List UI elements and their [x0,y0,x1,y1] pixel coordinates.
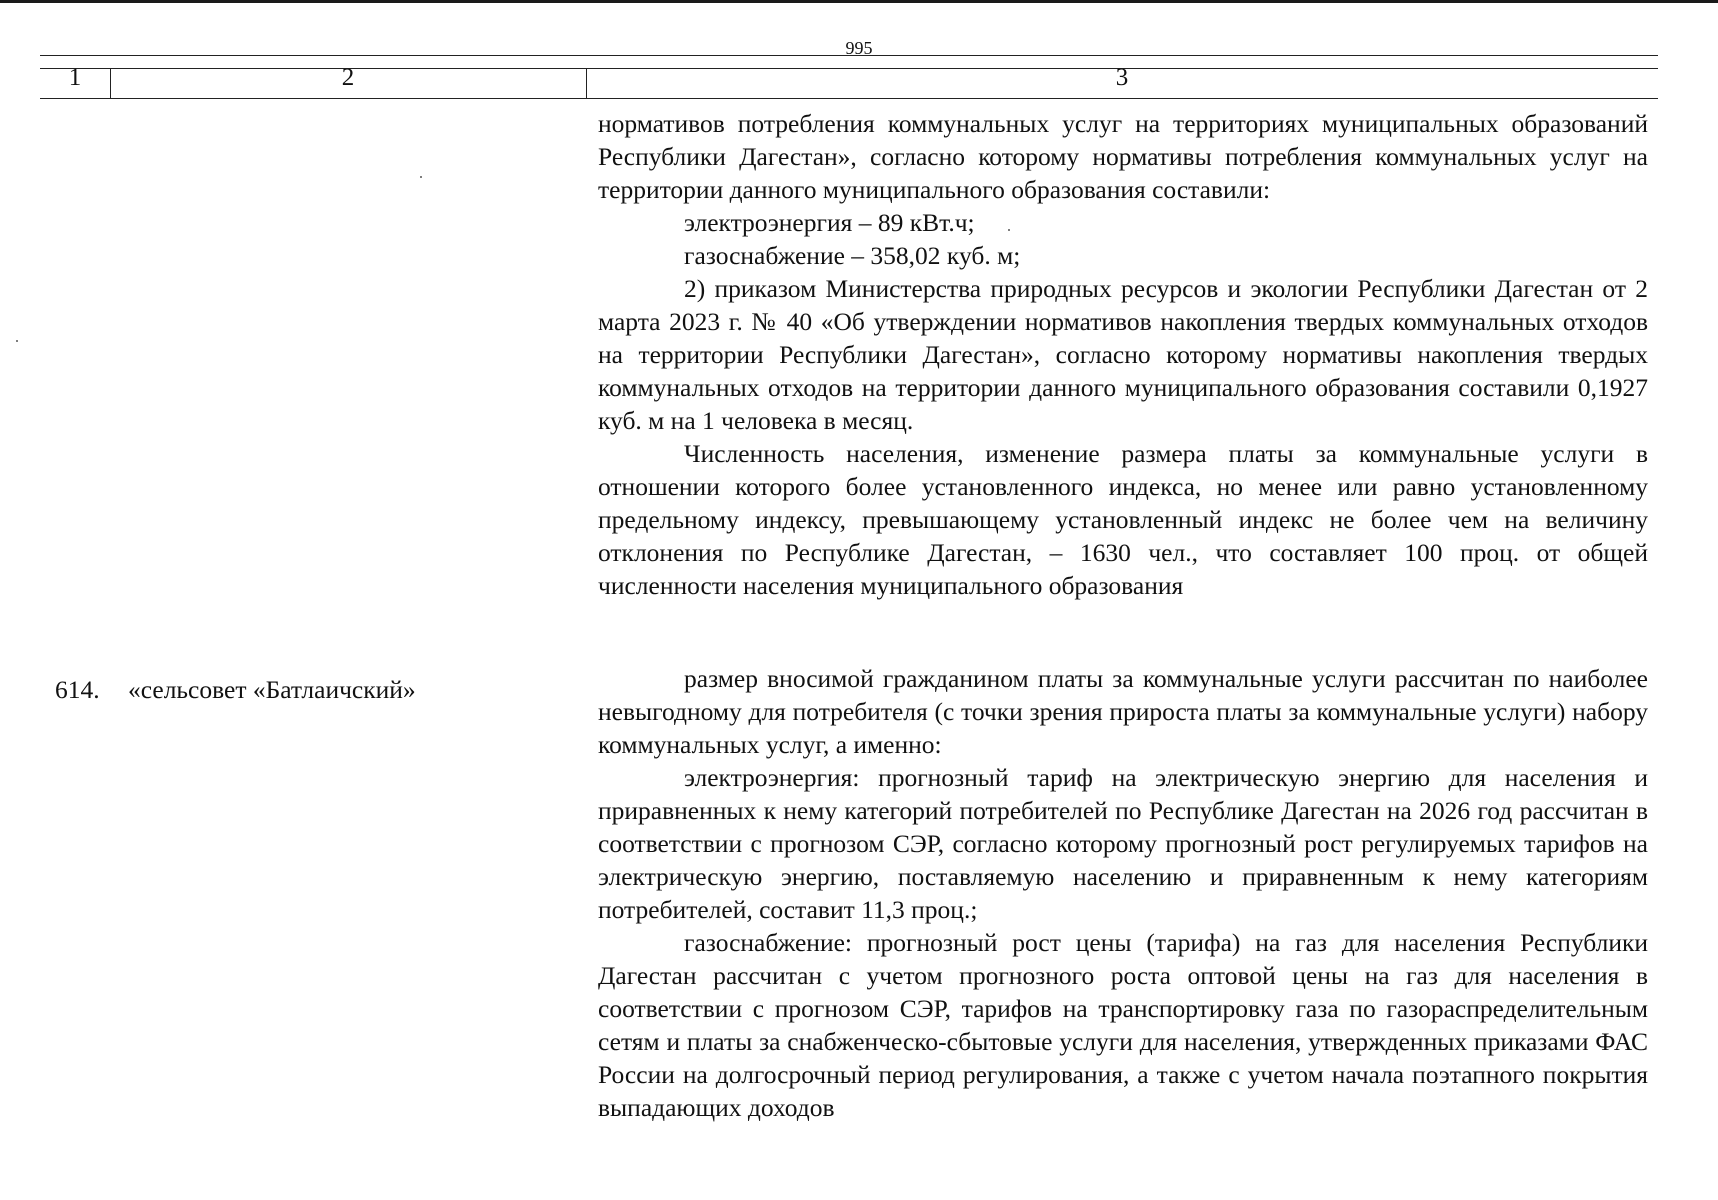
scan-speck [1008,229,1010,231]
scan-top-edge [0,0,1718,3]
row-614-municipality-name: «сельсовет «Батлаичский» [128,675,416,704]
column-number-3: 3 [1115,64,1129,91]
header-bottom-rule [40,98,1658,99]
header-top-rule [40,55,1658,56]
paragraph: Численность населения, изменение размера платы за коммунальные услуги в отношении которого более установленного индекса, но менее или равно установленному предельному индексу, превышающему установленный индекс не более чем на величину отклонения по Республике Дагестан, – 1630 чел., что составляет 100 проц. от общей численности населения муниципального образования [598,439,1648,600]
paragraph: электроэнергия: прогнозный тариф на электрическую энергию для населения и приравненных к нему категорий потребителей по Республике Дагестан на 2026 год рассчитан в соответствии с прогнозом СЭР, согласно которому прогнозный рост регулируемых тарифов на электрическую энергию, поставляемую населению и приравненным к нему категориям потребителей, составит 11,3 проц.; [598,763,1648,924]
paragraph: 2) приказом Министерства природных ресурсов и экологии Республики Дагестан от 2 марта 2023 г. № 40 «Об утверждении нормативов накопления твердых коммунальных отходов на территории Республики Дагестан», согласно которому нормативы накопления твердых коммунальных отходов на территории данного муниципального образования составили 0,1927 куб. м на 1 человека в месяц. [598,274,1648,435]
column-number-1: 1 [68,64,82,91]
paragraph: газоснабжение: прогнозный рост цены (тарифа) на газ для населения Республики Дагестан рассчитан с учетом прогнозного роста оптовой цены на газ для населения в соответствии с прогнозом СЭР, тарифов на транспортировку газа по газораспределительным сетям и платы за снабженческо-сбытовые услуги для населения, утвержденных приказами ФАС России на долгосрочный период регулирования, а также с учетом начала поэтапного покрытия выпадающих доходов [598,928,1648,1122]
scan-speck [420,176,422,178]
paragraph: электроэнергия – 89 кВт.ч; [684,208,975,237]
paragraph: размер вносимой гражданином платы за коммунальные услуги рассчитан по наиболее невыгодному для потребителя (с точки зрения прироста платы за коммунальные услуги) набору коммунальных услуг, а именно: [598,664,1648,759]
paragraph: газоснабжение – 358,02 куб. м; [684,241,1021,270]
page-number: 995 [845,38,873,58]
paragraph: нормативов потребления коммунальных услуг на территориях муниципальных образований Республики Дагестан», согласно которому нормативы потребления коммунальных услуг на территории данного муниципального образования составили: [598,109,1648,204]
row-614-description [598,662,1648,1124]
row-614-number: 614. [55,675,100,704]
row-613-description [598,107,1648,602]
column-number-2: 2 [341,64,355,91]
scan-speck [16,340,18,342]
